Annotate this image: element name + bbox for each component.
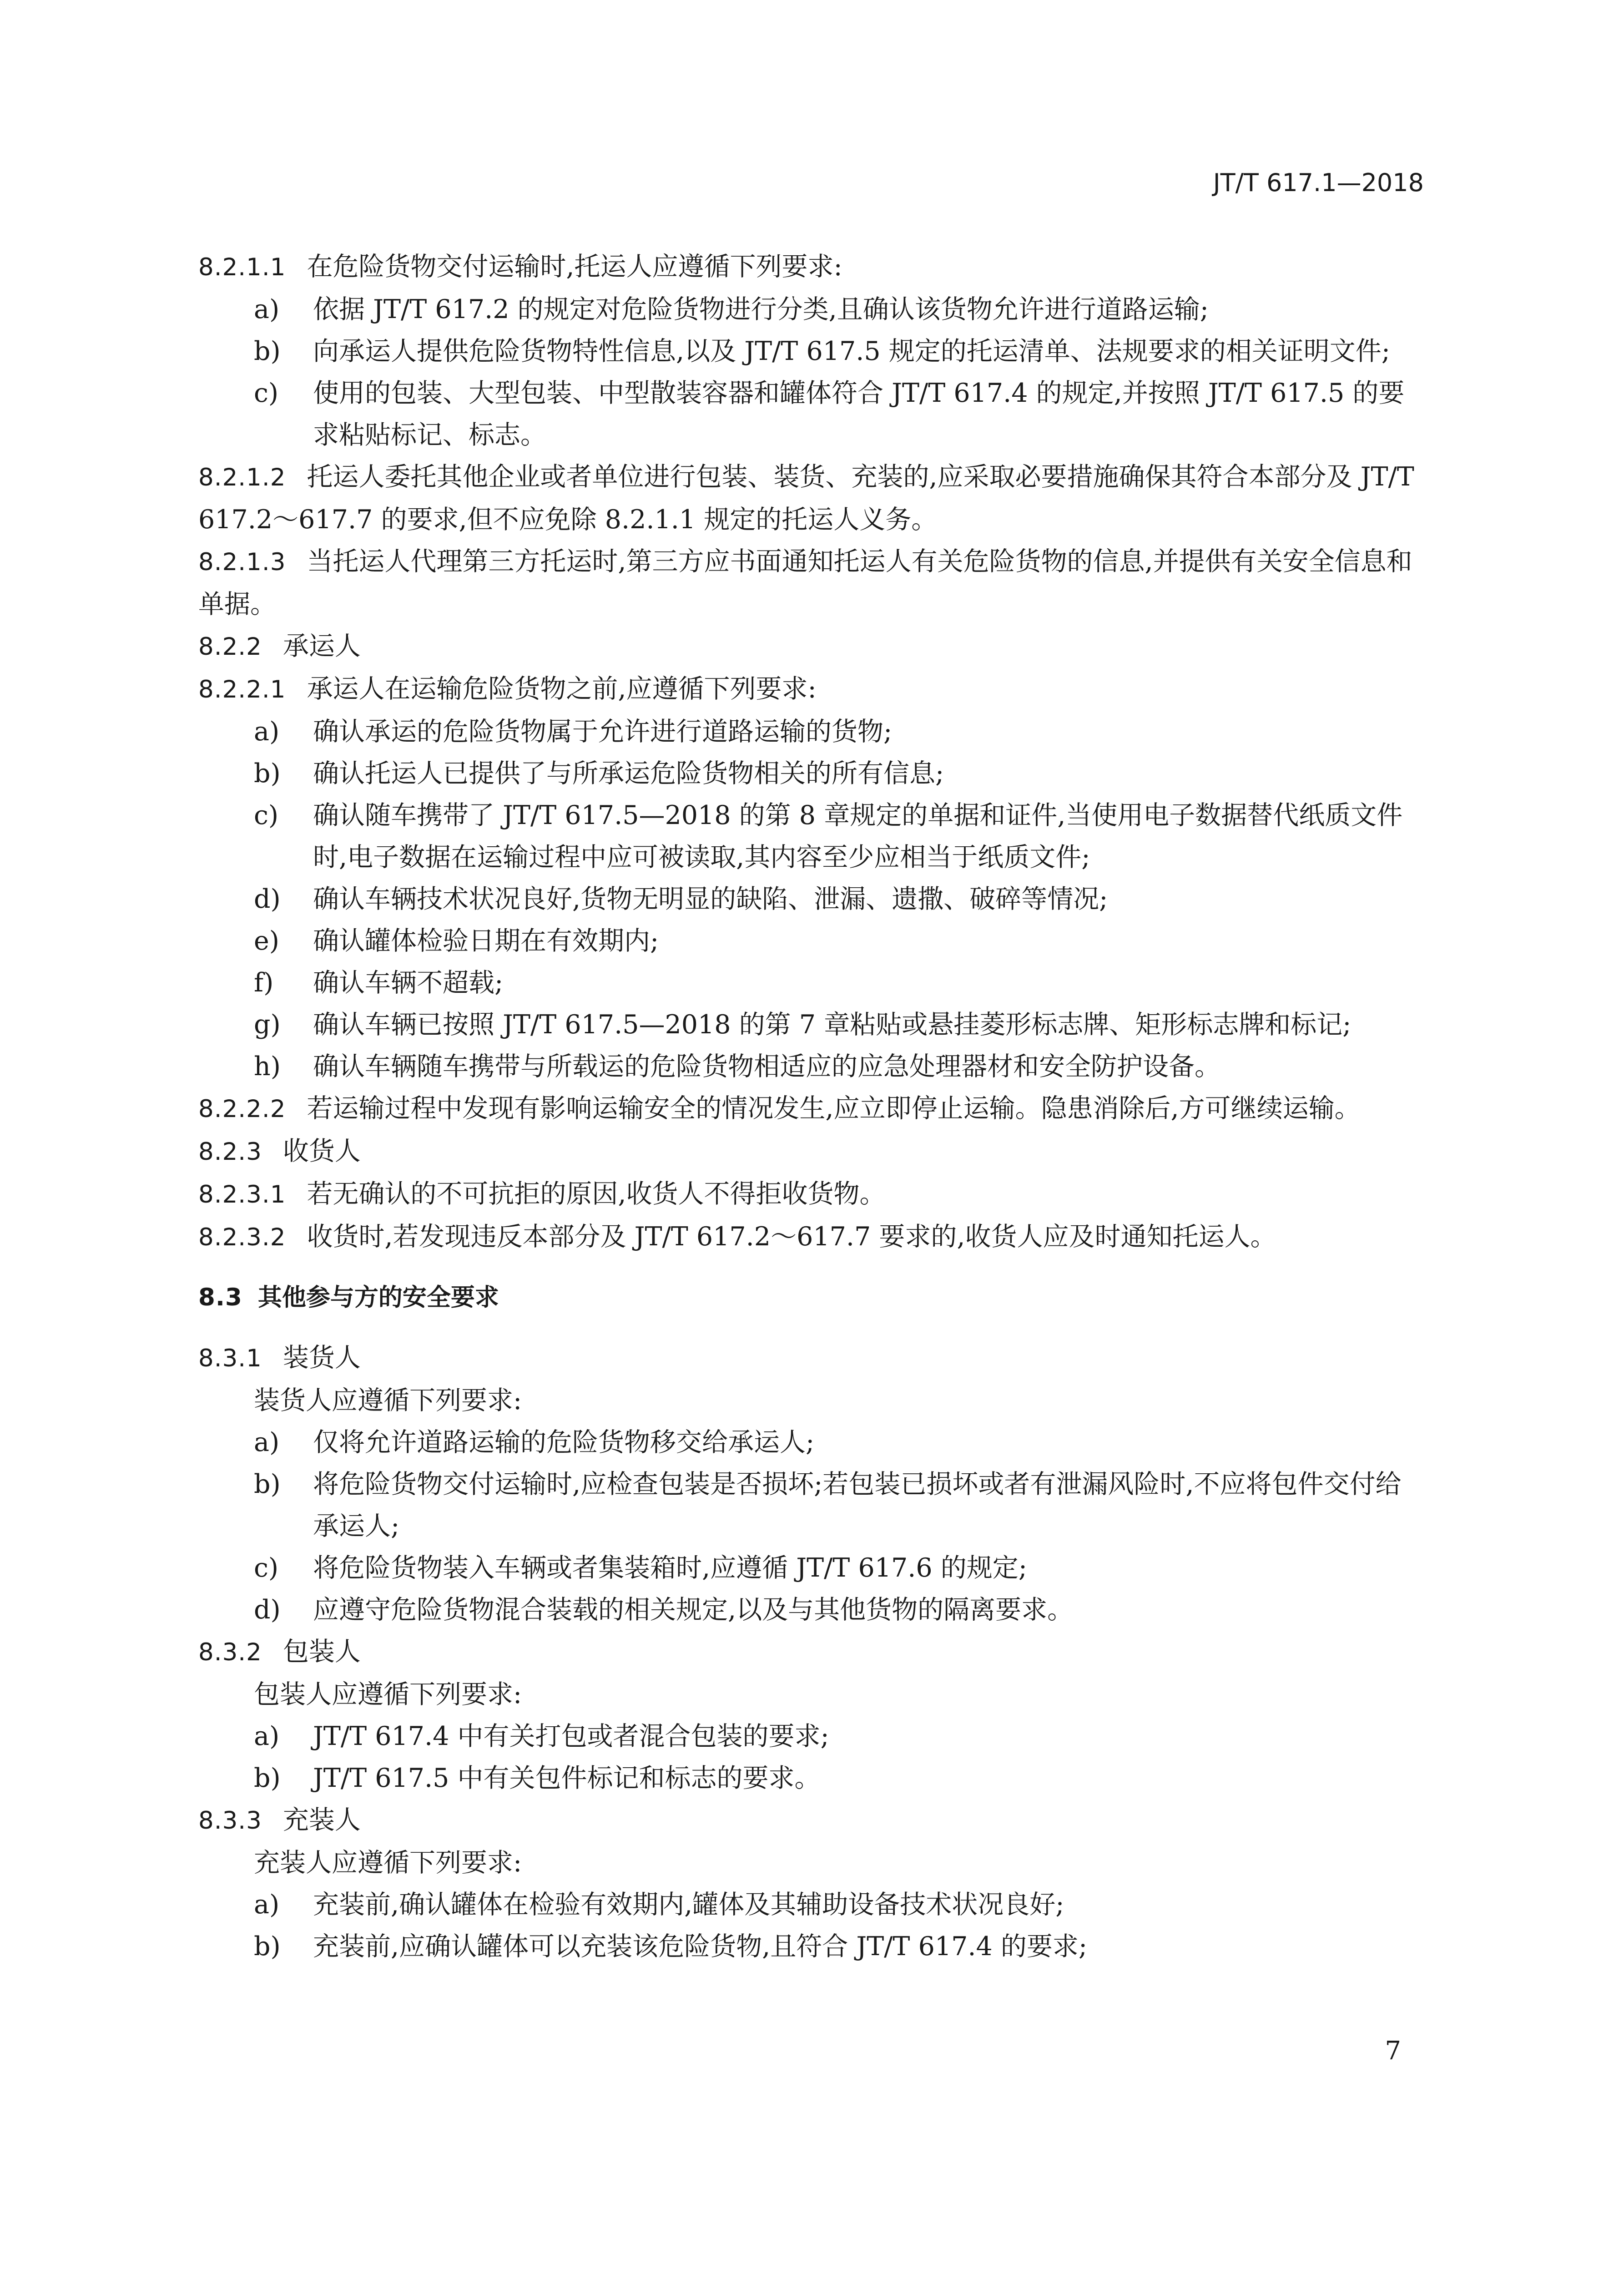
list-item-text: 确认托运人已提供了与所承运危险货物相关的所有信息; — [313, 758, 944, 789]
list-marker: h) — [254, 1052, 281, 1082]
clause-8-2-1-2 — [198, 456, 1427, 541]
clause-8-2-1-3 — [198, 541, 1427, 625]
clause-intro: 包装人应遵循下列要求: — [254, 1679, 522, 1709]
clause-number: 8.2.1.2 — [198, 464, 286, 491]
list-item — [254, 1421, 1427, 1463]
section-title: 其他参与方的安全要求 — [257, 1284, 499, 1311]
list-marker: a) — [254, 1721, 280, 1751]
list-item — [254, 1884, 1427, 1926]
clause-title: 收货人 — [282, 1136, 361, 1166]
list-marker: f) — [254, 968, 274, 998]
list-marker: c) — [254, 800, 279, 830]
list-item — [254, 962, 1427, 1004]
list-item-text: 确认罐体检验日期在有效期内; — [313, 926, 659, 956]
clause-number: 8.2.1.1 — [198, 253, 286, 281]
list-item-text: 确认承运的危险货物属于允许进行道路运输的货物; — [313, 717, 893, 747]
clause-title: 包装人 — [282, 1637, 361, 1667]
clause-number: 8.2.2 — [198, 633, 262, 661]
list-item — [254, 753, 1427, 794]
clause-8-2-2-1 — [198, 668, 1427, 711]
list-item-text: 确认车辆已按照 JT/T 617.5—2018 的第 7 章粘贴或悬挂菱形标志牌、矩形标志牌和标记; — [313, 1010, 1352, 1040]
list-item-text: 将危险货物装入车辆或者集装箱时,应遵循 JT/T 617.6 的规定; — [313, 1553, 1027, 1583]
clause-text: 在危险货物交付运输时,托运人应遵循下列要求: — [307, 252, 842, 282]
list-item-text: 仅将允许道路运输的危险货物移交给承运人; — [313, 1427, 815, 1457]
list-item-text: 向承运人提供危险货物特性信息,以及 JT/T 617.5 规定的托运清单、法规要求的相关证明文件; — [313, 336, 1390, 366]
list-item — [254, 372, 1427, 456]
clause-number: 8.2.3 — [198, 1138, 262, 1166]
clause-number: 8.2.1.3 — [198, 548, 286, 576]
list-item — [254, 288, 1427, 330]
clause-number: 8.3.3 — [198, 1807, 262, 1835]
list-item — [254, 1463, 1427, 1547]
clause-number: 8.2.3.1 — [198, 1181, 286, 1208]
list-item — [254, 711, 1427, 753]
section-number: 8.3 — [198, 1284, 242, 1311]
list-item-text: JT/T 617.4 中有关打包或者混合包装的要求; — [313, 1721, 829, 1751]
clause-text: 当托运人代理第三方托运时,第三方应书面通知托运人有关危险货物的信息,并提供有关安全信息和单据。 — [198, 546, 1412, 619]
list-item — [254, 1926, 1427, 1967]
list-item — [254, 878, 1427, 920]
list-marker: b) — [254, 336, 281, 366]
clause-number: 8.3.2 — [198, 1638, 262, 1666]
clause-intro: 充装人应遵循下列要求: — [254, 1848, 522, 1878]
list-item-text: 确认车辆随车携带与所载运的危险货物相适应的应急处理器材和安全防护设备。 — [313, 1052, 1221, 1082]
clause-title: 承运人 — [282, 631, 361, 661]
list-marker: a) — [254, 717, 280, 747]
clause-number: 8.3.1 — [198, 1345, 262, 1372]
list-item — [254, 1589, 1427, 1631]
list-item-text: 充装前,应确认罐体可以充装该危险货物,且符合 JT/T 617.4 的要求; — [313, 1931, 1088, 1962]
document-body — [198, 246, 1427, 1967]
clause-8-2-3-1 — [198, 1173, 1427, 1216]
clause-8-3-1-heading — [198, 1337, 1427, 1380]
clause-intro: 装货人应遵循下列要求: — [254, 1385, 522, 1416]
clause-8-2-2-2 — [198, 1087, 1427, 1130]
list-item-text: JT/T 617.5 中有关包件标记和标志的要求。 — [313, 1763, 821, 1793]
list-item-text: 确认车辆不超载; — [313, 968, 504, 998]
list-marker: b) — [254, 758, 281, 789]
clause-title: 充装人 — [282, 1805, 361, 1835]
clause-text: 托运人委托其他企业或者单位进行包装、装货、充装的,应采取必要措施确保其符合本部分及 JT/T 617.2～617.7 的要求,但不应免除 8.2.1.1 规定的托运人义务。 — [198, 462, 1414, 535]
clause-text: 若运输过程中发现有影响运输安全的情况发生,应立即停止运输。隐患消除后,方可继续运输。 — [307, 1093, 1361, 1123]
list-marker: a) — [254, 294, 280, 324]
clause-8-3-2-heading — [198, 1631, 1427, 1673]
list-item — [254, 1757, 1427, 1799]
clause-number: 8.2.3.2 — [198, 1223, 286, 1251]
list-item-text: 使用的包装、大型包装、中型散装容器和罐体符合 JT/T 617.4 的规定,并按照 JT/T 617.5 的要求粘贴标记、标志。 — [313, 378, 1405, 450]
clause-text: 若无确认的不可抗拒的原因,收货人不得拒收货物。 — [307, 1179, 886, 1209]
list-item-text: 确认车辆技术状况良好,货物无明显的缺陷、泄漏、遗撒、破碎等情况; — [313, 884, 1108, 914]
section-8-3-heading — [198, 1277, 1427, 1319]
clause-title: 装货人 — [282, 1343, 361, 1373]
list-item-text: 依据 JT/T 617.2 的规定对危险货物进行分类,且确认该货物允许进行道路运输; — [313, 294, 1209, 324]
standard-number-header: JT/T 617.1—2018 — [1213, 168, 1424, 197]
list-item — [254, 794, 1427, 878]
list-marker: e) — [254, 926, 279, 956]
page-number: 7 — [1385, 2036, 1401, 2066]
clause-8-2-3-2 — [198, 1216, 1427, 1259]
list-item — [254, 330, 1427, 372]
list-marker: b) — [254, 1763, 281, 1793]
list-marker: b) — [254, 1469, 281, 1499]
list-marker: a) — [254, 1427, 280, 1457]
list-marker: d) — [254, 884, 281, 914]
list-marker: c) — [254, 1553, 279, 1583]
clause-text: 承运人在运输危险货物之前,应遵循下列要求: — [307, 674, 817, 704]
list-item — [254, 1004, 1427, 1046]
clause-8-2-2-heading — [198, 625, 1427, 668]
clause-text: 收货时,若发现违反本部分及 JT/T 617.2～617.7 要求的,收货人应及时通知托运人。 — [307, 1222, 1276, 1252]
list-marker: g) — [254, 1010, 281, 1040]
list-item-text: 充装前,确认罐体在检验有效期内,罐体及其辅助设备技术状况良好; — [313, 1890, 1064, 1920]
list-item-text: 确认随车携带了 JT/T 617.5—2018 的第 8 章规定的单据和证件,当使用电子数据替代纸质文件时,电子数据在运输过程中应可被读取,其内容至少应相当于纸质文件; — [313, 800, 1403, 872]
list-marker: d) — [254, 1595, 281, 1625]
list-marker: a) — [254, 1890, 280, 1920]
list-marker: b) — [254, 1931, 281, 1962]
list-item — [254, 920, 1427, 962]
list-item — [254, 1715, 1427, 1757]
list-item-text: 将危险货物交付运输时,应检查包装是否损坏;若包装已损坏或者有泄漏风险时,不应将包件交付给承运人; — [313, 1469, 1402, 1541]
list-item — [254, 1046, 1427, 1087]
clause-8-2-1-1 — [198, 246, 1427, 288]
list-item — [254, 1547, 1427, 1589]
list-marker: c) — [254, 378, 279, 408]
clause-number: 8.2.2.1 — [198, 676, 286, 703]
clause-8-3-3-heading — [198, 1799, 1427, 1842]
clause-number: 8.2.2.2 — [198, 1095, 286, 1123]
list-item-text: 应遵守危险货物混合装载的相关规定,以及与其他货物的隔离要求。 — [313, 1595, 1074, 1625]
clause-8-2-3-heading — [198, 1130, 1427, 1173]
